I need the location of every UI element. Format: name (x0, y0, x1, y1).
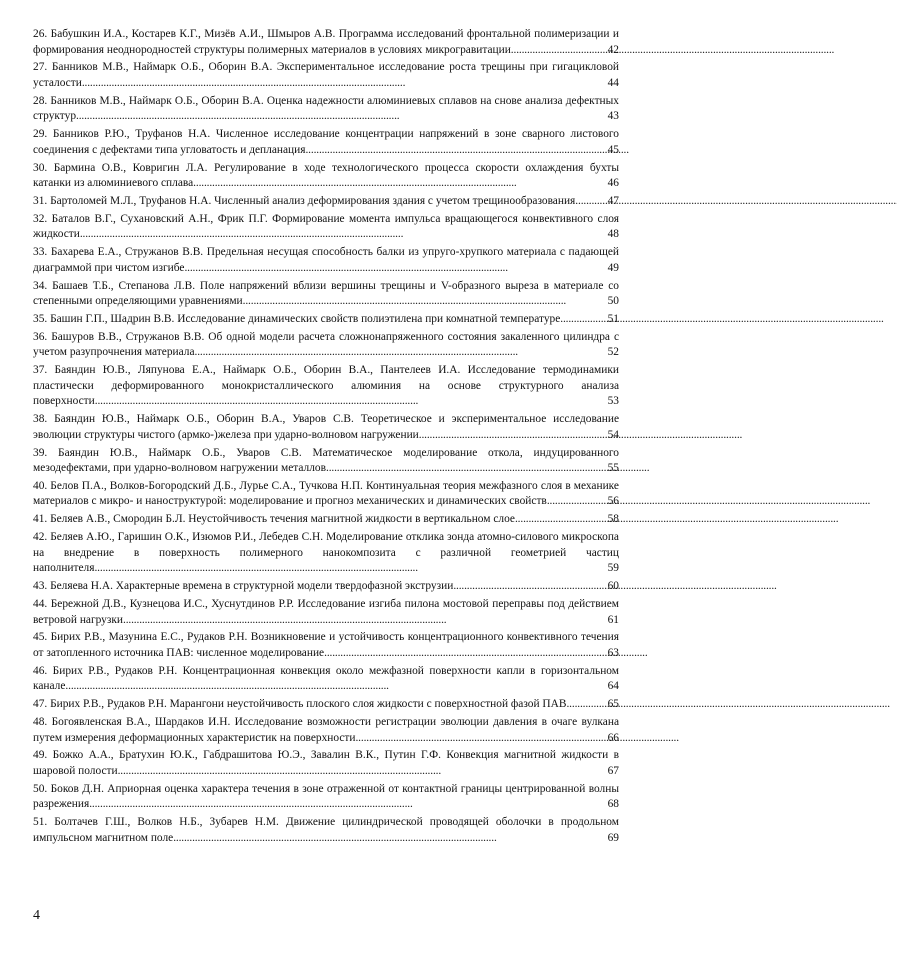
toc-entry-last-line: диаграммой при чистом изгибе (33, 261, 185, 274)
toc-page-number: 54 (607, 428, 619, 441)
dot-leader (324, 646, 605, 662)
dot-leader (547, 494, 606, 510)
toc-entry (33, 330, 619, 361)
toc-entry (33, 60, 619, 91)
toc-entry-last-line: 41. Беляев А.В., Смородин Б.Л. Неустойчивость течения магнитной жидкости в вертикальном слое (33, 513, 515, 526)
dot-leader (65, 679, 605, 695)
toc-page-number: 52 (607, 346, 619, 359)
toc-entry (33, 363, 619, 410)
toc-entry-text: 34. Башаев Т.Б., Степанова Л.В. Поле напряжений вблизи вершины трещины и V-образного выреза в материале со (33, 279, 619, 292)
toc-entry-last-line: импульсном магнитном поле (33, 831, 174, 844)
toc-entry-text: 33. Бахарева Е.А., Стружанов В.В. Предельная несущая способность балки из упруго-хрупкого материала с падающей (33, 246, 619, 259)
dot-leader (76, 109, 606, 125)
toc-page-number: 43 (607, 110, 619, 123)
toc-entry-last-line: наполнителя (33, 562, 95, 575)
toc-entry-last-line: шаровой полости (33, 764, 118, 777)
toc-entry (33, 512, 619, 528)
dot-leader (89, 797, 605, 813)
toc-entry-text: 29. Банников Р.Ю., Труфанов Н.А. Численное исследование концентрации напряжений в зоне сварного листового (33, 128, 619, 141)
toc-page-number: 59 (607, 562, 619, 575)
toc-page-number: 50 (607, 295, 619, 308)
toc-entry-last-line: от затопленного источника ПАВ: численное моделирование (33, 646, 325, 659)
toc-page-number: 44 (607, 76, 619, 89)
toc-page-number: 46 (607, 177, 619, 190)
toc-entry-text: 37. Баяндин Ю.В., Ляпунова Е.А., Наймарк О.Б., Оборин В.А., Пантелеев И.А. Исследование термодинамики пластически деформированного монокристаллического алюминия на основе структурного анализа (33, 364, 619, 392)
toc-page-number: 45 (607, 143, 619, 156)
toc-entry (33, 664, 619, 695)
toc-entry-last-line: учетом разупрочнения материала (33, 346, 195, 359)
toc-entry (33, 597, 619, 628)
toc-entry-last-line: катанки из алюминиевого сплава (33, 177, 194, 190)
toc-entry-text: 51. Болтачев Г.Ш., Волков Н.Б., Зубарев Н.М. Движение цилиндрической проводящей оболочки в продольном (33, 816, 619, 829)
toc-entry-text: 28. Банников М.В., Наймарк О.Б., Оборин В.А. Оценка надежности алюминиевых сплавов на снове анализа дефектных (33, 94, 619, 107)
toc-entry (33, 94, 619, 125)
page-number: 4 (33, 908, 40, 923)
toc-page-number: 66 (607, 731, 619, 744)
dot-leader (515, 512, 606, 528)
dot-leader (511, 43, 606, 59)
toc-entry-text: 48. Богоявленская В.А., Шардаков И.Н. Исследование возможности регистрации эволюции давления в очаге вулкана (33, 716, 619, 729)
dot-leader (453, 579, 605, 595)
toc-entry-last-line: 47. Бирих Р.В., Рудаков Р.Н. Марангони неустойчивость плоского слоя жидкости с поверхностной фазой ПАВ (33, 698, 567, 711)
toc-page-number: 42 (607, 43, 619, 56)
dot-leader (94, 561, 605, 577)
dot-leader (184, 261, 605, 277)
toc-page-number: 53 (607, 395, 619, 408)
toc-entry-last-line: разрежения (33, 798, 90, 811)
toc-entry (33, 748, 619, 779)
toc-entry (33, 127, 619, 158)
toc-entry-text: 45. Бирих Р.В., Мазунина Е.С., Рудаков Р.Н. Возникновение и устойчивость концентрационного конвективного течения (33, 631, 619, 644)
toc-entry (33, 579, 619, 595)
toc-entry-last-line: мезодефектами, при ударно-волновом нагружении металлов (33, 462, 326, 475)
dot-leader (193, 176, 605, 192)
dot-leader (80, 227, 606, 243)
toc-entry-last-line: поверхности (33, 395, 95, 408)
toc-entry (33, 715, 619, 746)
toc-entry (33, 312, 619, 328)
dot-leader (355, 731, 605, 747)
toc-entry-text: 44. Бережной Д.В., Кузнецова И.С., Хуснутдинов Р.Р. Исследование изгиба пилона мостовой переправы под действием (33, 598, 619, 611)
toc-entry-last-line: степенными определяющими уравнениями (33, 295, 243, 308)
dot-leader (419, 428, 606, 444)
toc-entry-text: 36. Башуров В.В., Стружанов В.В. Об одной модели расчета сложнонапряженного состояния закаленного цилиндра с (33, 330, 619, 343)
toc-entry-last-line: 43. Беляева Н.А. Характерные времена в структурной модели твердофазной экструзии (33, 580, 454, 593)
toc-page-number: 47 (607, 194, 619, 207)
dot-leader (243, 294, 606, 310)
toc-entry (33, 782, 619, 813)
toc-page-number: 49 (607, 261, 619, 274)
toc-entry-text: 49. Божко А.А., Братухин Ю.К., Габдрашитова Ю.Э., Завалин В.К., Путин Г.Ф. Конвекция магнитной жидкости в (33, 749, 619, 762)
toc-entry (33, 245, 619, 276)
toc-page-number: 61 (607, 613, 619, 626)
dot-leader (305, 143, 605, 159)
toc-entry (33, 530, 619, 577)
toc-entry-last-line: жидкости (33, 228, 80, 241)
toc-entry-last-line: путем измерения деформационных характеристик на поверхности (33, 731, 356, 744)
toc-entry (33, 479, 619, 510)
dot-leader (173, 831, 605, 847)
toc-entry-text: 39. Баяндин Ю.В., Наймарк О.Б., Уваров С.В. Математическое моделирование откола, индуцированного (33, 446, 619, 459)
dot-leader (118, 764, 606, 780)
toc-entry (33, 630, 619, 661)
toc-entry (33, 212, 619, 243)
dot-leader (575, 194, 605, 210)
dot-leader (95, 394, 606, 410)
dot-leader (82, 76, 606, 92)
toc-page-number: 64 (607, 680, 619, 693)
toc-entry-last-line: усталости (33, 76, 82, 89)
toc-entry-last-line: ветровой нагрузки (33, 613, 124, 626)
dot-leader (195, 345, 606, 361)
toc-entry-last-line: структур (33, 110, 77, 123)
dot-leader (123, 613, 606, 629)
toc-entry-last-line: соединения с дефектами типа угловатость и депланация (33, 143, 306, 156)
toc-entry (33, 279, 619, 310)
dot-leader (560, 312, 605, 328)
toc-entry-text: 26. Бабушкин И.А., Костарев К.Г., Мизёв А.И., Шмыров А.В. Программа исследований фронтальной полимеризации и (33, 28, 619, 40)
toc-entry-text: 42. Беляев А.Ю., Гаришин О.К., Изюмов Р.И., Лебедев С.Н. Моделирование отклика зонда атомно-силового микроскопа на внедрение в поверхность полимерного нанокомпозита с различной геометрией частиц (33, 531, 619, 559)
toc-page-number: 48 (607, 228, 619, 241)
toc-entry-last-line: формирования неоднородностей структуры полимерных материалов в условиях микрогравитации (33, 43, 511, 56)
toc-entry (33, 194, 619, 210)
toc-page-number: 65 (607, 698, 619, 711)
toc-page-number: 58 (607, 513, 619, 526)
toc-page-number: 51 (607, 313, 619, 326)
toc-entry-text: 32. Баталов В.Г., Сухановский А.Н., Фрик П.Г. Формирование момента импульса вращающегося конвективного слоя (33, 212, 619, 225)
dot-leader (326, 461, 606, 477)
toc-entry-text: 50. Боков Д.Н. Априорная оценка характера течения в зоне отраженной от контактной границы центрированной волны (33, 782, 619, 795)
toc-entry (33, 815, 619, 846)
toc-entry-text: 38. Баяндин Ю.В., Наймарк О.Б., Оборин В.А., Уваров С.В. Теоретическое и экспериментальное исследование (33, 413, 619, 426)
toc-page-number: 69 (607, 831, 619, 844)
toc-entry-last-line: канале (33, 680, 66, 693)
toc-entry (33, 27, 619, 58)
toc-entry-text: 46. Бирих Р.В., Рудаков Р.Н. Концентрационная конвекция около межфазной поверхности капли в горизонтальном (33, 664, 619, 677)
toc-page-number: 55 (607, 462, 619, 475)
table-of-contents (33, 27, 619, 849)
toc-entry-last-line: 35. Башин Г.П., Шадрин В.В. Исследование динамических свойств полиэтилена при комнатной температуре (33, 313, 561, 326)
toc-entry-last-line: материалов с микро- и наноструктурой: моделирование и прогноз механических и динамических свойств (33, 495, 547, 508)
toc-page-number: 68 (607, 798, 619, 811)
toc-page-number: 67 (607, 764, 619, 777)
toc-entry (33, 697, 619, 713)
dot-leader (566, 697, 605, 713)
toc-page-number: 63 (607, 646, 619, 659)
toc-entry-text: 30. Бармина О.В., Ковригин Л.А. Регулирование в ходе технологического процесса скорости охлаждения бухты (33, 161, 619, 174)
toc-entry (33, 446, 619, 477)
toc-page-number: 56 (607, 495, 619, 508)
toc-entry-last-line: 31. Бартоломей М.Л., Труфанов Н.А. Численный анализ деформирования здания с учетом трещинообразования (33, 194, 576, 207)
toc-page-number: 60 (607, 580, 619, 593)
toc-entry-last-line: эволюции структуры чистого (армко-)железа при ударно-волновом нагружении (33, 428, 419, 441)
toc-entry (33, 412, 619, 443)
toc-entry (33, 161, 619, 192)
toc-entry-text: 40. Белов П.А., Волков-Богородский Д.Б., Лурье С.А., Тучкова Н.П. Континуальная теория межфазного слоя в механике (33, 479, 619, 492)
toc-entry-text: 27. Банников М.В., Наймарк О.Б., Оборин В.А. Экспериментальное исследование роста трещины при гигацикловой (33, 61, 619, 74)
